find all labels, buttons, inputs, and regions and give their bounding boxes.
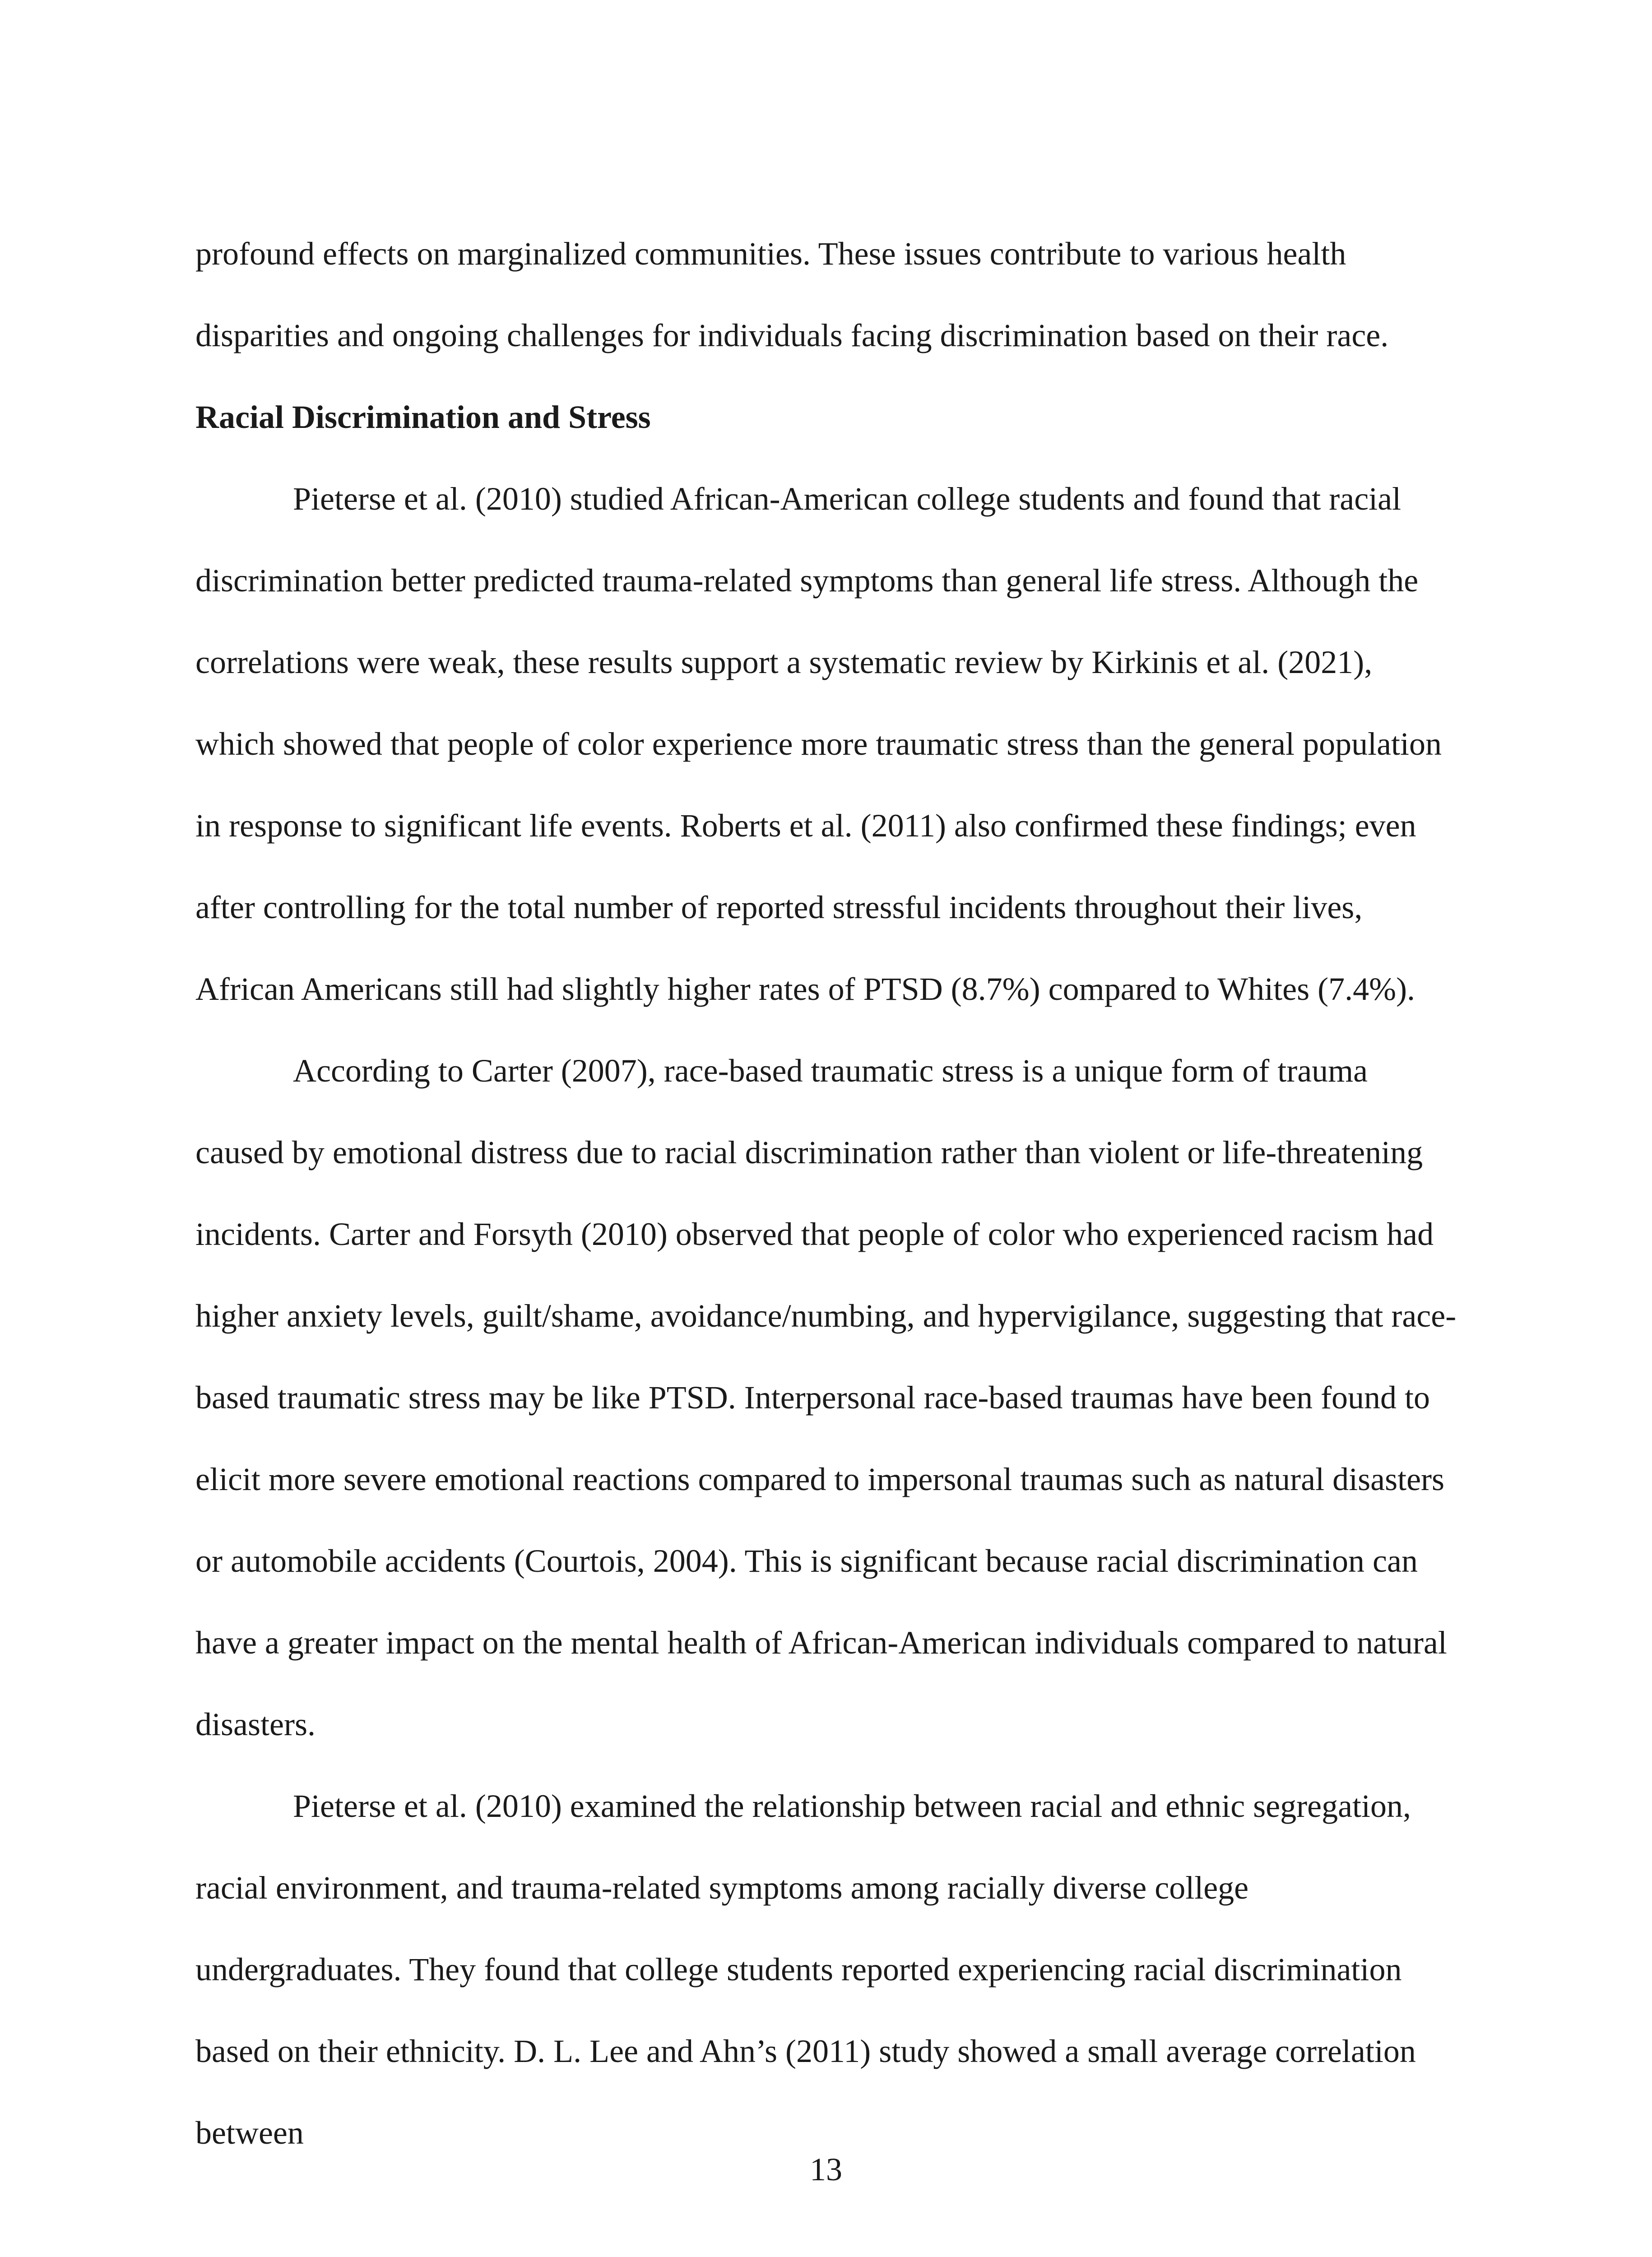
paragraph-2: According to Carter (2007), race-based traumatic stress is a unique form of trauma caused by emotional distress due to racial discrimination rather than violent or life-threatening incidents. Carter and Forsyth (2010) observed that people of color who experienced racism had higher anxiety levels, guilt/shame, avoidance/numbing, and hypervigilance, suggesting that race-based traumatic stress may be like PTSD. Interpersonal race-based traumas have been found to elicit more severe emotional reactions compared to impersonal traumas such as natural disasters or automobile accidents (Courtois, 2004). This is significant because racial discrimination can have a greater impact on the mental health of African-American individuals compared to natural disasters.: [195, 1053, 1457, 1742]
page-number: 13: [810, 2151, 842, 2187]
body-text: [195, 213, 1459, 2174]
continuation-paragraph: profound effects on marginalized communities. These issues contribute to various health disparities and ongoing challenges for individuals facing discrimination based on their race.: [195, 236, 1389, 353]
paragraph-1: Pieterse et al. (2010) studied African-American college students and found that racial discrimination better predicted trauma-related symptoms than general life stress. Although the correlations were weak, these results support a systematic review by Kirkinis et al. (2021), which showed that people of color experience more traumatic stress than the general population in response to significant life events. Roberts et al. (2011) also confirmed these findings; even after controlling for the total number of reported stressful incidents throughout their lives, African Americans still had slightly higher rates of PTSD (8.7%) compared to Whites (7.4%).: [195, 481, 1442, 1007]
paragraph-3: Pieterse et al. (2010) examined the relationship between racial and ethnic segregation, racial environment, and trauma-related symptoms among racially diverse college undergraduates. They found that college students reported experiencing racial discrimination based on their ethnicity. D. L. Lee and Ahn’s (2011) study showed a small average correlation between: [195, 1788, 1416, 2151]
section-heading: Racial Discrimination and Stress: [195, 399, 651, 435]
